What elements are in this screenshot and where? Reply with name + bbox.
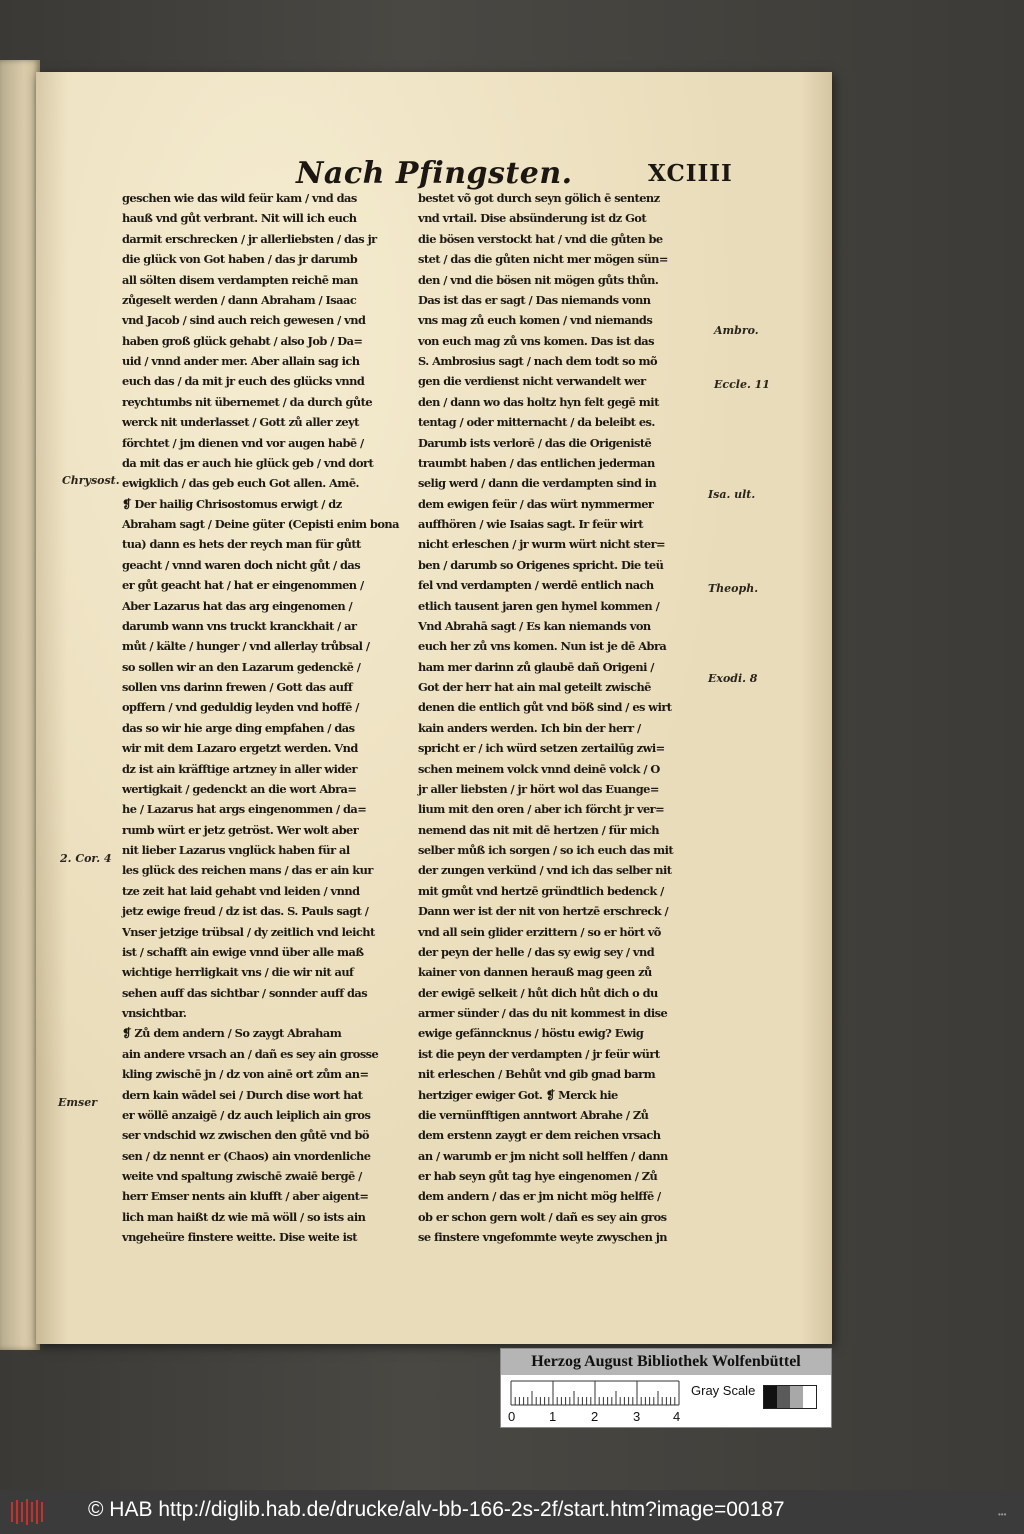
right-column-line: euch her zů vns komen. Nun ist je dē Abra — [418, 639, 667, 654]
left-column-line: darumb wann vns truckt kranckhait / ar — [122, 618, 357, 633]
right-column-line: vnd all sein glider erzittern / so er hört võ — [418, 924, 661, 939]
right-column-line: er hab seyn gůt tag hye eingenomen / Zů — [418, 1169, 658, 1183]
left-column-line: můt / kälte / hunger / vnd allerlay trůbsal / — [122, 639, 370, 654]
right-column-line: lium mit den oren / aber ich förcht jr ver= — [418, 802, 665, 817]
left-column-line: er gůt geacht hat / hat er eingenommen / — [122, 578, 364, 593]
left-column-line: jetz ewige freud / dz ist das. S. Pauls sagt / — [122, 904, 369, 919]
left-column-line: sen / dz nennt er (Chaos) ain vnordenliche — [122, 1148, 371, 1163]
copyright-url: © HAB http://diglib.hab.de/drucke/alv-bb-166-2s-2f/start.htm?image=00187 — [88, 1498, 785, 1521]
margin-note-emser: Emser — [58, 1096, 98, 1109]
margin-note-chrysostom: Chrysost. — [62, 474, 120, 487]
right-column-line: nicht erleschen / jr wurm würt nicht ster= — [418, 537, 666, 552]
right-column-line: Dann wer ist der nit von hertzē erschreck / — [418, 904, 669, 919]
right-column-line: spricht er / ich würd setzen zertailūg zwi= — [418, 741, 665, 756]
margin-note-isaiah: Isa. ult. — [708, 488, 756, 501]
text-column-left — [122, 188, 410, 1245]
right-column-line: Got der herr hat ain mal geteilt zwischē — [418, 680, 651, 694]
right-column-line: fel vnd verdampten / werdē entlich nach — [418, 578, 654, 593]
margin-note-theophylact: Theoph. — [708, 582, 759, 595]
right-column-line: mit gmůt vnd hertzē gründtlich bedenck / — [418, 883, 664, 898]
left-column-line: uid / vnnd ander mer. Aber allain sag ich — [122, 354, 360, 368]
left-column-line: reychtumbs nit übernemet / da durch gůte — [122, 394, 373, 409]
right-column-line: nit erleschen / Behůt vnd gib gnad barm — [418, 1067, 656, 1082]
margin-note-ambrose: Ambro. — [714, 324, 759, 337]
left-column-line: lich man haißt dz wie mā wöll / so ists ain — [122, 1209, 366, 1224]
left-column-line: ❡ Der hailig Chrisostomus erwigt / dz — [122, 496, 342, 511]
left-column-line: wertigkait / gedenckt an die wort Abra= — [122, 781, 357, 796]
gray-swatch — [790, 1386, 803, 1408]
left-column-line: rumb würt er jetz getröst. Wer wolt aber — [122, 822, 359, 837]
left-column-line: weite vnd spaltung zwischē zwaiē bergē / — [122, 1169, 362, 1183]
right-column-line: Vnd Abrahā sagt / Es kan niemands von — [418, 618, 651, 633]
previous-page-edge — [0, 60, 40, 1350]
running-head-title: Nach Pfingsten. — [296, 156, 573, 191]
left-column-line: nit lieber Lazarus vnglück haben für al — [122, 843, 350, 857]
right-column-line: dem ewigen feür / das würt nymmermer — [418, 496, 654, 511]
right-column-line: armer sünder / das du nit kommest in dise — [418, 1006, 668, 1020]
right-column-line: ham mer darinn zů glaubē dañ Origeni / — [418, 659, 654, 674]
right-column-line: ewige gefänncknus / höstu ewig? Ewig — [418, 1026, 644, 1041]
left-column-line: so sollen wir an den Lazarum gedenckē / — [122, 659, 361, 674]
left-column-line: ewigklich / das geb euch Got allen. Amē. — [122, 476, 359, 491]
left-column-line: die glück von Got haben / das jr darumb — [122, 252, 358, 267]
left-column-line: förchtet / jm dienen vnd vor augen habē / — [122, 435, 364, 450]
hab-logo-icon — [8, 1496, 46, 1528]
right-column-line: hertziger ewiger Got. ❡ Merck hie — [418, 1087, 618, 1102]
right-column-line: se finstere vngefommte weyte zwyschen jn — [418, 1230, 668, 1245]
right-column-line: gen die verdienst nicht verwandelt wer — [418, 374, 646, 389]
right-column-line: der peyn der helle / das sy ewig sey / vnd — [418, 944, 655, 959]
scale-ruler — [511, 1381, 679, 1405]
left-column-line: kling zwischē jn / dz von ainē ort zům an= — [122, 1067, 369, 1082]
right-column-line: S. Ambrosius sagt / nach dem todt so mõ — [418, 354, 658, 368]
folio-number: XCIIII — [648, 160, 733, 187]
right-column-line: traumbt haben / das entlichen jederman — [418, 455, 655, 470]
left-column-line: zůgeselt werden / dann Abraham / Isaac — [122, 292, 357, 307]
left-column-line: he / Lazarus hat args eingenommen / da= — [122, 802, 367, 817]
right-column-line: denen die entlich gůt vnd böß sind / es wirt — [418, 700, 672, 715]
margin-note-ecclesiastes: Eccle. 11 — [714, 378, 770, 391]
footer-bar — [0, 1490, 1024, 1534]
left-column-line: ist / schafft ain ewige vnnd über alle maß — [122, 944, 364, 959]
left-column-line: da mit das er auch hie glück geb / vnd dort — [122, 455, 374, 470]
left-column-line: tze zeit hat laid gehabt vnd leiden / vnnd — [122, 883, 360, 898]
left-column-line: opffern / vnd geduldig leyden vnd hoffē / — [122, 700, 359, 715]
left-column-line: euch das / da mit jr euch des glücks vnnd — [122, 374, 365, 389]
left-column-line: ❡ Zů dem andern / So zaygt Abraham — [122, 1026, 342, 1041]
right-column-line: kainer von dannen herauß mag geen zů — [418, 965, 652, 980]
gray-scale-label: Gray Scale — [691, 1383, 756, 1398]
right-column-line: jr aller liebsten / jr hört wol das Euange= — [418, 781, 659, 796]
scale-number-3: 3 — [633, 1409, 641, 1424]
left-column-line: vnd Jacob / sind auch reich gewesen / vnd — [122, 313, 366, 328]
right-column-line: nemend das nit mit dē hertzen / für mich — [418, 822, 660, 837]
left-column-line: Aber Lazarus hat das arg eingenomen / — [122, 598, 353, 613]
right-column-line: ist die peyn der verdampten / jr feür würt — [418, 1046, 660, 1061]
right-column-line: Das ist das er sagt / Das niemands vonn — [418, 292, 651, 307]
left-column-line: ser vndschid wz zwischen den gůtē vnd bö — [122, 1128, 369, 1143]
scale-number-0: 0 — [508, 1409, 516, 1424]
left-column-line: hauß vnd gůt verbrant. Nit will ich euch — [122, 211, 357, 226]
scale-number-4: 4 — [673, 1409, 681, 1424]
right-column-line: der ewigē selkeit / hůt dich hůt dich o du — [418, 985, 658, 1000]
right-column-line: bestet võ got durch seyn gölich ē sentenz — [418, 191, 660, 205]
left-column-line: das so wir hie arge ding empfahen / das — [122, 720, 355, 735]
left-column-line: sollen vns darinn frewen / Gott das auff — [122, 680, 353, 694]
left-column-line: all sölten disem verdampten reichē man — [122, 272, 358, 287]
left-column-line: werck nit underlasset / Gott zů aller zeyt — [122, 415, 359, 430]
left-column-line: tua) dann es hets der reych man für gůtt — [122, 537, 361, 552]
footer-dots-icon: ••• — [998, 1510, 1007, 1519]
right-column-line: ben / darumb so Origenes spricht. Die teü — [418, 557, 664, 572]
right-column-line: an / warumb er jm nicht soll helffen / dann — [418, 1148, 668, 1163]
right-column-line: stet / das die gůten nicht mer mögen sün= — [418, 252, 668, 267]
color-reference-card — [500, 1348, 832, 1428]
library-name: Herzog August Bibliothek Wolfenbüttel — [501, 1349, 831, 1375]
right-column-line: die vernünfftigen anntwort Abrahe / Zů — [418, 1107, 649, 1122]
right-column-line: vnd vrtail. Dise absünderung ist dz Got — [418, 211, 647, 226]
right-column-line: Darumb ists verlorē / das die Origenistē — [418, 435, 652, 450]
right-column-line: dem andern / das er jm nicht mög helffē / — [418, 1189, 661, 1204]
right-column-line: von euch mag zů vns komen. Das ist das — [418, 333, 654, 348]
right-column-line: ob er schon gern wolt / dañ es sey ain gros — [418, 1209, 667, 1224]
left-column-line: geschen wie das wild feür kam / vnd das — [122, 191, 357, 205]
left-column-line: geacht / vnnd waren doch nicht gůt / das — [122, 557, 361, 572]
gray-scale-swatches — [763, 1385, 817, 1409]
left-column-line: Vnser jetzige trübsal / dy zeitlich vnd leicht — [122, 924, 375, 939]
right-column-line: auffhören / wie Isaias sagt. Ir feür wirt — [418, 517, 644, 531]
left-column-line: dz ist ain kräfftige artzney in aller wider — [122, 761, 357, 776]
left-column-line: dern kain wādel sei / Durch dise wort hat — [122, 1087, 363, 1102]
right-column-line: etlich tausent jaren gen hymel kommen / — [418, 598, 660, 613]
left-column-line: vngeheüre finstere weitte. Dise weite ist — [122, 1230, 357, 1245]
scale-number-1: 1 — [549, 1409, 557, 1424]
right-column-line: selig werd / dann die verdampten sind in — [418, 476, 657, 491]
left-column-line: Abraham sagt / Deine güter (Cepisti enim bona — [122, 517, 399, 531]
left-column-line: wir mit dem Lazaro ergetzt werden. Vnd — [122, 741, 358, 756]
left-column-line: les glück des reichen mans / das er ain kur — [122, 863, 373, 878]
right-column-line: dem erstenn zaygt er dem reichen vrsach — [418, 1128, 661, 1143]
scale-number-2: 2 — [591, 1409, 599, 1424]
left-column-line: haben groß glück gehabt / also Job / Da= — [122, 333, 363, 348]
gray-swatch — [777, 1386, 790, 1408]
right-column-line: schen meinem volck vnnd deinē volck / O — [418, 761, 660, 776]
margin-note-exodus: Exodi. 8 — [708, 672, 758, 685]
right-column-line: den / vnd die bösen nit mögen gůts thůn. — [418, 272, 659, 287]
margin-note-2-cor: 2. Cor. 4 — [60, 852, 112, 865]
right-column-line: den / dann wo das holtz hyn felt gegē mit — [418, 394, 659, 409]
right-column-line: selber můß ich sorgen / so ich euch das mit — [418, 843, 674, 857]
left-column-line: wichtige herrligkait vns / die wir nit auf — [122, 965, 354, 980]
left-column-line: sehen auff das sichtbar / sonnder auff das — [122, 985, 368, 1000]
right-column-line: die bösen verstockt hat / vnd die gůten be — [418, 231, 663, 246]
right-column-line: der zungen verkünd / vnd ich das selber nit — [418, 863, 672, 878]
left-column-line: vnsichtbar. — [122, 1006, 187, 1020]
left-column-line: ain andere vrsach an / dañ es sey ain grosse — [122, 1046, 379, 1061]
left-column-line: er wöllē anzaigē / dz auch leiplich ain gros — [122, 1107, 371, 1122]
left-column-line: darmit erschrecken / jr allerliebsten / das jr — [122, 231, 377, 246]
text-column-right — [418, 188, 708, 1245]
gray-swatch — [764, 1386, 777, 1408]
right-column-line: vns mag zů euch komen / vnd niemands — [418, 313, 653, 328]
right-column-line: tentag / oder mitternacht / da beleibt es. — [418, 415, 655, 430]
left-column-line: herr Emser nents ain klufft / aber aigent= — [122, 1189, 369, 1204]
right-column-line: kain anders werden. Ich bin der herr / — [418, 720, 641, 735]
gray-swatch — [803, 1386, 816, 1408]
